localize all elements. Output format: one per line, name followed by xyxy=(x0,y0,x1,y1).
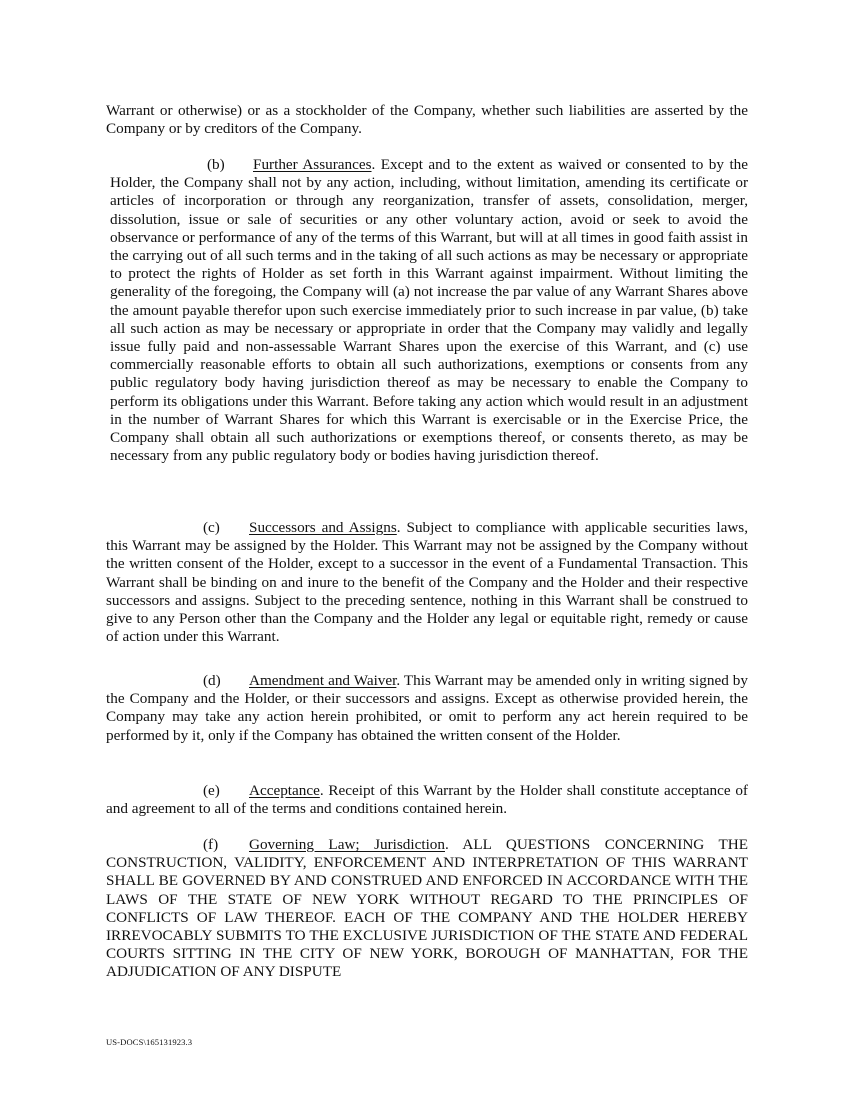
section-number-f: (f) xyxy=(203,836,219,853)
paragraph-governing-law xyxy=(106,836,748,982)
section-heading-successors-and-assigns: Successors and Assigns xyxy=(249,519,397,536)
paragraph-amendment-and-waiver xyxy=(106,672,748,745)
section-body-further-assurances: . Except and to the extent as waived or consented to by the Holder, the Company shall not by any action, including, without limitation, amending its certificate or articles of incorporation or through any reorganization, transfer of assets, consolidation, merger, dissolution, issue or sale of securities or any other voluntary action, avoid or seek to avoid the observance or performance of any of the terms of this Warrant, but will at all times in good faith assist in the carrying out of all such terms and in the taking of all such actions as may be necessary or appropriate to protect the rights of Holder as set forth in this Warrant against impairment. Without limiting the generality of the foregoing, the Company will (a) not increase the par value of any Warrant Shares above the amount payable therefor upon such exercise immediately prior to such increase in par value, (b) take all such action as may be necessary or appropriate in order that the Company may validly and legally issue fully paid and non-assessable Warrant Shares upon the exercise of this Warrant, and (c) use commercially reasonable efforts to obtain all such authorizations, exemptions or consents from any public regulatory body having jurisdiction thereof as may be necessary to enable the Company to perform its obligations under this Warrant. Before taking any action which would result in an adjustment in the number of Warrant Shares for which this Warrant is exercisable or in the Exercise Price, the Company shall obtain all such authorizations or exemptions thereof, or consents thereto, as may be necessary from any public regulatory body or bodies having jurisdiction thereof. xyxy=(110,156,748,465)
section-number-e: (e) xyxy=(203,782,220,799)
section-body-governing-law: . ALL QUESTIONS CONCERNING THE CONSTRUCTION, VALIDITY, ENFORCEMENT AND INTERPRETATION OF THIS WARRANT SHALL BE GOVERNED BY AND CONSTRUED AND ENFORCED IN ACCORDANCE WITH THE LAWS OF THE STATE OF NEW YORK WITHOUT REGARD TO THE PRINCIPLES OF CONFLICTS OF LAW THEREOF. EACH OF THE COMPANY AND THE HOLDER HEREBY IRREVOCABLY SUBMITS TO THE EXCLUSIVE JURISDICTION OF THE STATE AND FEDERAL COURTS SITTING IN THE CITY OF NEW YORK, BOROUGH OF MANHATTAN, FOR THE ADJUDICATION OF ANY DISPUTE xyxy=(106,836,748,981)
section-heading-acceptance: Acceptance xyxy=(249,782,320,799)
paragraph-continuation-text: Warrant or otherwise) or as a stockholder of the Company, whether such liabilities are asserted by the Company or by creditors of the Company. xyxy=(106,102,748,138)
section-body-acceptance: . Receipt of this Warrant by the Holder shall constitute acceptance of and agreement to all of the terms and conditions contained herein. xyxy=(106,782,748,818)
paragraph-further-assurances xyxy=(110,156,748,465)
paragraph-acceptance xyxy=(106,782,748,818)
section-heading-governing-law: Governing Law; Jurisdiction xyxy=(249,836,445,853)
section-body-amendment-and-waiver: . This Warrant may be amended only in writing signed by the Company and the Holder, or their successors and assigns. Except as otherwise provided herein, the Company may take any action herein prohibited, or omit to perform any act herein required to be performed by it, only if the Company has obtained the written consent of the Holder. xyxy=(106,672,748,744)
paragraph-successors-and-assigns xyxy=(106,519,748,646)
section-number-d: (d) xyxy=(203,672,221,689)
section-number-c: (c) xyxy=(203,519,220,536)
section-heading-further-assurances: Further Assurances xyxy=(253,156,372,173)
section-body-successors-and-assigns: . Subject to compliance with applicable securities laws, this Warrant may be assigned by the Holder. This Warrant may not be assigned by the Company without the written consent of the Holder, except to a successor in the event of a Fundamental Transaction. This Warrant shall be binding on and inure to the benefit of the Company and the Holder and their respective successors and assigns. Subject to the preceding sentence, nothing in this Warrant shall be construed to give to any Person other than the Company and the Holder any legal or equitable right, remedy or cause of action under this Warrant. xyxy=(106,519,749,646)
paragraph-continuation xyxy=(106,102,748,138)
section-number-b: (b) xyxy=(207,156,225,173)
section-heading-amendment-and-waiver: Amendment and Waiver xyxy=(249,672,397,689)
document-id-footer: US-DOCS\165131923.3 xyxy=(106,1037,193,1047)
